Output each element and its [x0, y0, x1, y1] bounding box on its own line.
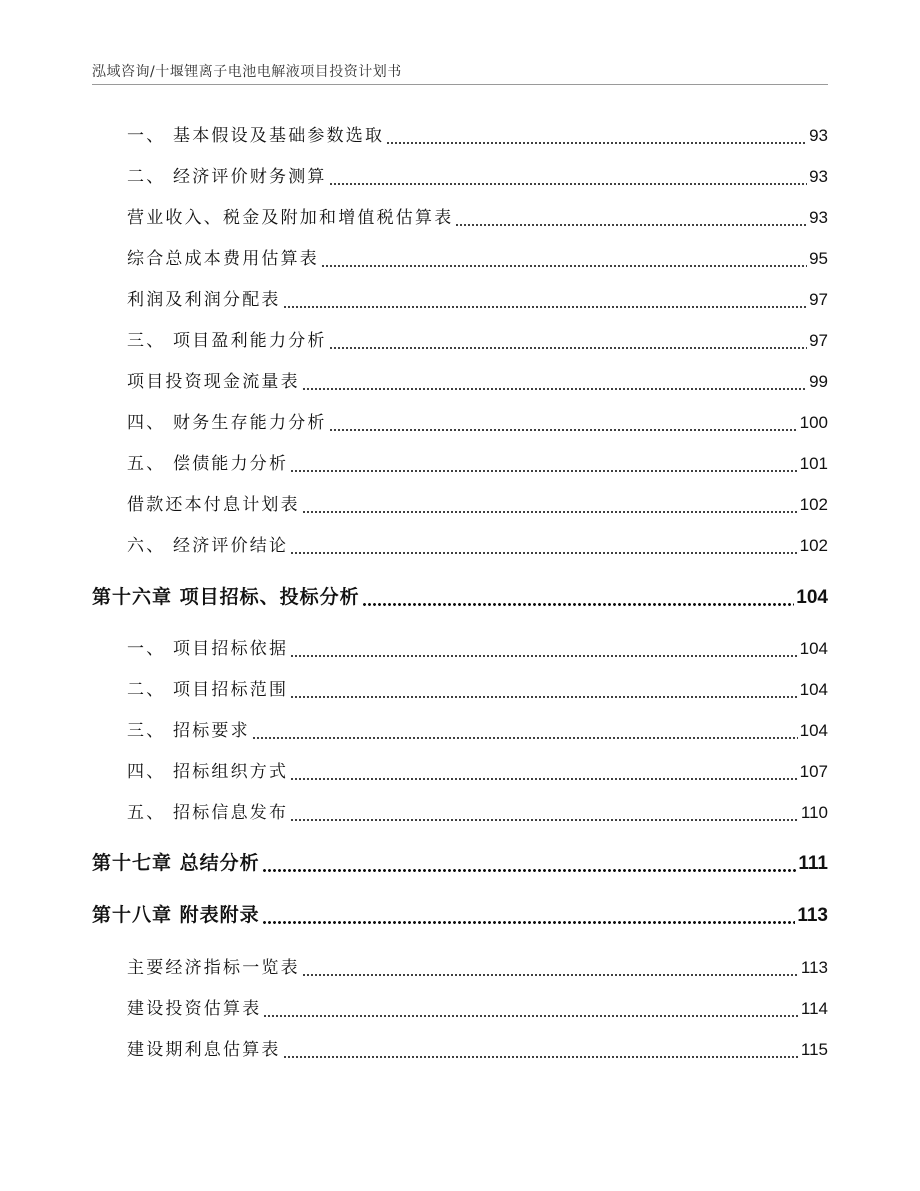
toc-chapter-entry[interactable]: [92, 902, 828, 928]
dot-leader: [302, 500, 798, 514]
toc-entry-label: 第十八章 附表附录: [92, 904, 260, 926]
toc-entry[interactable]: [127, 637, 828, 661]
toc-entry-label: 四、 招标组织方式: [127, 762, 289, 782]
toc-entry-label: 营业收入、税金及附加和增值税估算表: [127, 208, 454, 228]
toc-entry[interactable]: [127, 411, 828, 435]
toc-entry-page: 93: [809, 208, 828, 227]
dot-leader: [290, 541, 797, 555]
toc-chapter-entry[interactable]: [92, 850, 828, 876]
toc-entry[interactable]: [127, 165, 828, 189]
toc-entry[interactable]: [127, 760, 828, 784]
toc-entry-page: 113: [797, 905, 828, 926]
toc-entry-page: 97: [809, 331, 828, 350]
toc-entry-page: 115: [800, 1040, 828, 1059]
toc-entry[interactable]: [127, 247, 828, 271]
toc-chapter-entry[interactable]: [92, 584, 828, 610]
page-header-title: 泓域咨询/十堰锂离子电池电解液项目投资计划书: [92, 64, 402, 80]
toc-entry-page: 104: [799, 639, 828, 658]
dot-leader: [290, 685, 797, 699]
toc-entry-page: 95: [809, 249, 828, 268]
toc-entry-label: 主要经济指标一览表: [127, 958, 300, 978]
toc-entry-label: 建设期利息估算表: [127, 1040, 281, 1060]
toc-entry-page: 93: [809, 126, 828, 145]
toc-entry-label: 三、 项目盈利能力分析: [127, 331, 327, 351]
toc-entry-label: 二、 经济评价财务测算: [127, 167, 327, 187]
dot-leader: [455, 213, 807, 227]
toc-entry-label: 四、 财务生存能力分析: [127, 413, 327, 433]
toc-entry[interactable]: [127, 288, 828, 312]
toc-entry-label: 六、 经济评价结论: [127, 536, 289, 556]
toc-entry-label: 利润及利润分配表: [127, 290, 281, 310]
toc-entry[interactable]: [127, 493, 828, 517]
dot-leader: [283, 295, 807, 309]
toc-entry-page: 104: [799, 721, 828, 740]
toc-entry[interactable]: [127, 124, 828, 148]
toc-entry-page: 104: [799, 680, 828, 699]
toc-entry-page: 102: [799, 495, 828, 514]
toc-entry[interactable]: [127, 206, 828, 230]
toc-entry[interactable]: [127, 1038, 828, 1062]
toc-entry-page: 114: [800, 999, 828, 1018]
toc-entry[interactable]: [127, 719, 828, 743]
dot-leader: [321, 254, 807, 268]
header-divider: [92, 84, 828, 85]
toc-entry-page: 100: [799, 413, 828, 432]
dot-leader: [362, 593, 795, 607]
toc-entry[interactable]: [127, 329, 828, 353]
toc-entry-label: 五、 偿债能力分析: [127, 454, 289, 474]
dot-leader: [329, 418, 798, 432]
toc-entry-label: 一、 项目招标依据: [127, 639, 289, 659]
dot-leader: [262, 911, 796, 925]
toc-entry-page: 110: [800, 803, 828, 822]
toc-entry-page: 99: [809, 372, 828, 391]
dot-leader: [329, 172, 807, 186]
dot-leader: [290, 459, 797, 473]
dot-leader: [252, 726, 798, 740]
toc-entry-label: 项目投资现金流量表: [127, 372, 300, 392]
dot-leader: [290, 808, 799, 822]
toc-entry[interactable]: [127, 678, 828, 702]
toc-entry-label: 借款还本付息计划表: [127, 495, 300, 515]
toc-entry-page: 101: [799, 454, 828, 473]
dot-leader: [290, 767, 797, 781]
toc-entry[interactable]: [127, 452, 828, 476]
toc-entry[interactable]: [127, 534, 828, 558]
toc-entry-page: 93: [809, 167, 828, 186]
toc-entry-page: 111: [798, 853, 828, 874]
toc-entry-label: 第十七章 总结分析: [92, 852, 260, 874]
toc-entry[interactable]: [127, 956, 828, 980]
dot-leader: [263, 1004, 798, 1018]
toc-entry-page: 113: [800, 958, 828, 977]
toc-entry-label: 五、 招标信息发布: [127, 803, 289, 823]
dot-leader: [302, 963, 799, 977]
toc-entry-page: 107: [799, 762, 828, 781]
toc-entry-page: 102: [799, 536, 828, 555]
toc-entry-page: 104: [796, 587, 828, 608]
toc-entry-page: 97: [809, 290, 828, 309]
toc-entry-label: 一、 基本假设及基础参数选取: [127, 126, 385, 146]
dot-leader: [283, 1045, 799, 1059]
dot-leader: [262, 859, 797, 873]
toc-entry[interactable]: [127, 370, 828, 394]
toc-entry[interactable]: [127, 997, 828, 1021]
dot-leader: [329, 336, 807, 350]
toc-entry-label: 二、 项目招标范围: [127, 680, 289, 700]
dot-leader: [386, 131, 807, 145]
dot-leader: [302, 377, 807, 391]
toc-entry-label: 第十六章 项目招标、投标分析: [92, 586, 360, 608]
toc-entry-label: 综合总成本费用估算表: [127, 249, 319, 269]
toc-entry-label: 三、 招标要求: [127, 721, 250, 741]
toc-entry-label: 建设投资估算表: [127, 999, 262, 1019]
toc-entry[interactable]: [127, 801, 828, 825]
dot-leader: [290, 644, 797, 658]
